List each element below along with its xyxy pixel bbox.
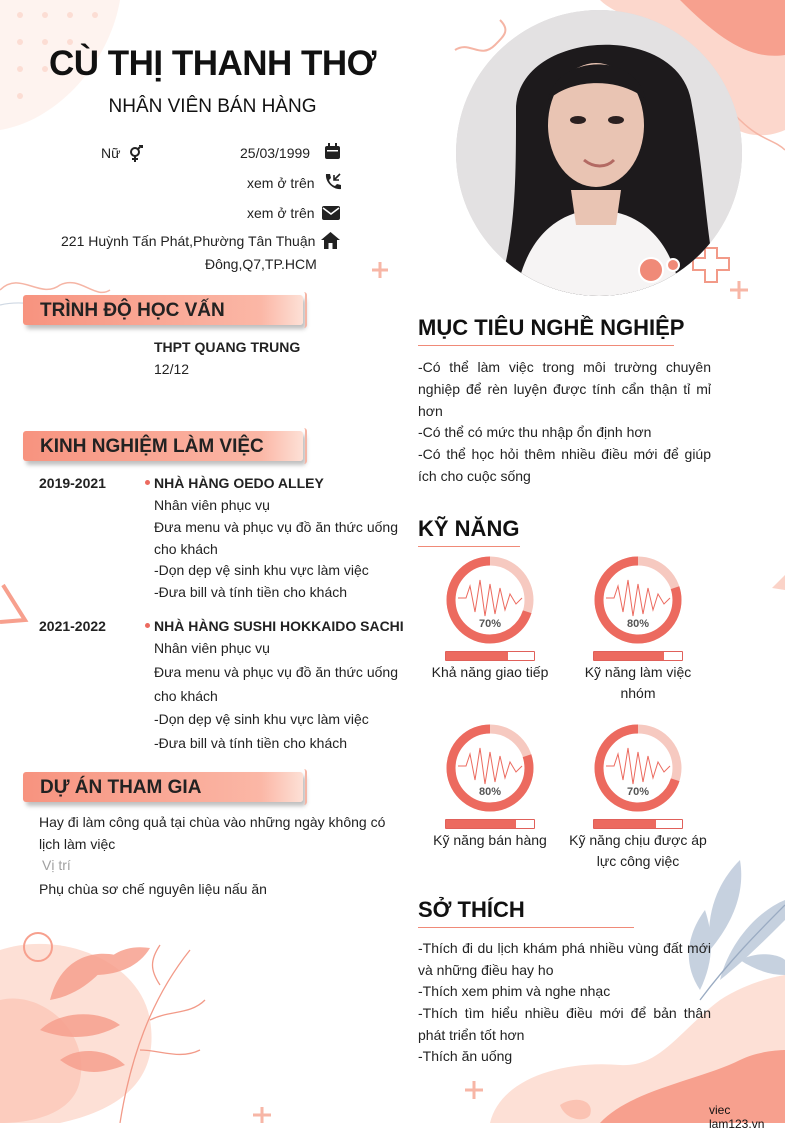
skills-underline	[418, 546, 520, 547]
skill-percent: 80%	[626, 618, 650, 630]
project-position: Phụ chùa sơ chế nguyên liệu nấu ăn	[39, 881, 267, 897]
dob-text: 25/03/1999	[240, 145, 311, 161]
job-duty: -Dọn dẹp vệ sinh khu vực làm việc	[154, 562, 369, 578]
hobbies-heading: SỞ THÍCH	[418, 897, 525, 922]
skill-label: Kỹ năng bán hàng	[433, 832, 547, 848]
job-period: 2021-2022	[39, 618, 106, 634]
hobby-line: -Thích ăn uống	[418, 1048, 513, 1064]
skill-label: Kỹ năng làm việc nhóm	[584, 664, 692, 701]
job-duty: -Dọn dẹp vệ sinh khu vực làm việc	[154, 711, 369, 727]
job-period: 2019-2021	[39, 475, 106, 491]
photo-decor-circles	[636, 255, 686, 287]
job-title: NHÂN VIÊN BÁN HÀNG	[108, 96, 317, 117]
skill-gauge	[588, 718, 688, 818]
skill-gauge	[440, 550, 540, 650]
watermark: viec​lam123.vn	[709, 1103, 765, 1131]
skill-gauge	[588, 550, 688, 650]
objective-line: -Có thể học hỏi thêm nhiều điều mới để giúp ích cho cuộc sống	[418, 446, 711, 484]
skill-progress-bar	[593, 819, 683, 829]
skill-progress-fill	[594, 820, 656, 828]
skill-progress-fill	[594, 652, 664, 660]
skill-label: Kỹ năng chịu được áp lực công việc	[569, 832, 707, 869]
skill-progress-fill	[446, 820, 516, 828]
projects-heading: DỰ ÁN THAM GIA	[40, 777, 202, 798]
education-school: THPT QUANG TRUNG	[154, 339, 301, 355]
address-line2: Đông,Q7,TP.HCM	[205, 256, 317, 272]
objective-line: -Có thể làm việc trong môi trường chuyên nghiệp để rèn luyện được tính cẩn thận tỉ mỉ hơn	[418, 359, 711, 419]
hobby-line: -Thích tìm hiểu nhiều điều mới để bản thân phát triển tốt hơn	[418, 1005, 711, 1043]
portrait-image	[456, 10, 742, 296]
skill-gauge	[440, 718, 540, 818]
home-icon	[321, 232, 340, 249]
skill-percent: 80%	[478, 786, 502, 798]
job-duty: -Đưa bill và tính tiền cho khách	[154, 584, 348, 600]
address-line1: 221 Huỳnh Tấn Phát,Phường Tân Thuận	[61, 233, 316, 249]
skill-label: Khả năng giao tiếp	[431, 664, 549, 680]
skill-progress-bar	[445, 819, 535, 829]
experience-heading-bar	[23, 431, 303, 461]
hobby-line: -Thích xem phim và nghe nhạc	[418, 983, 611, 999]
job-role: Nhân viên phục vụ	[154, 640, 270, 656]
objective-underline	[418, 345, 674, 346]
objective-heading: MỤC TIÊU NGHỀ NGHIỆP	[418, 315, 685, 340]
bullet-dot	[145, 623, 150, 628]
project-position-label: Vị trí	[42, 857, 71, 873]
projects-heading-bar	[23, 772, 303, 802]
skill-progress-fill	[446, 652, 508, 660]
job-company: NHÀ HÀNG OEDO ALLEY	[154, 475, 324, 491]
profile-photo	[456, 10, 742, 296]
education-grade: 12/12	[154, 361, 190, 377]
calendar-icon	[324, 143, 341, 160]
gender-icon	[127, 145, 145, 163]
job-duty: Đưa menu và phục vụ đồ ăn thức uống cho khách	[154, 664, 398, 704]
hobbies-underline	[418, 927, 634, 928]
bullet-dot	[145, 480, 150, 485]
skill-progress-bar	[445, 651, 535, 661]
objective-line: -Có thể có mức thu nhập ổn định hơn	[418, 424, 652, 440]
email-text: xem ở trên	[247, 205, 315, 221]
job-duty: Đưa menu và phục vụ đồ ăn thức uống cho khách	[154, 519, 398, 557]
experience-heading: KINH NGHIỆM LÀM VIỆC	[40, 436, 264, 457]
job-role: Nhân viên phục vụ	[154, 497, 270, 513]
job-duty: -Đưa bill và tính tiền cho khách	[154, 735, 348, 751]
email-icon	[322, 206, 340, 220]
skill-percent: 70%	[478, 618, 502, 630]
education-heading: TRÌNH ĐỘ HỌC VẤN	[40, 300, 225, 321]
phone-icon	[323, 173, 341, 191]
phone-text: xem ở trên	[247, 175, 315, 191]
hobby-line: -Thích đi du lịch khám phá nhiều vùng đất mới và những điều hay ho	[418, 940, 711, 978]
job-company: NHÀ HÀNG SUSHI HOKKAIDO SACHI	[154, 618, 404, 634]
skills-heading: KỸ NĂNG	[418, 516, 520, 541]
education-heading-bar	[23, 295, 303, 325]
candidate-name: CÙ THỊ THANH THƠ	[48, 44, 377, 83]
project-description: Hay đi làm công quả tại chùa vào những ngày không có lịch làm việc	[39, 814, 386, 852]
skill-percent: 70%	[626, 786, 650, 798]
gender-text: Nữ	[101, 145, 121, 161]
skill-progress-bar	[593, 651, 683, 661]
